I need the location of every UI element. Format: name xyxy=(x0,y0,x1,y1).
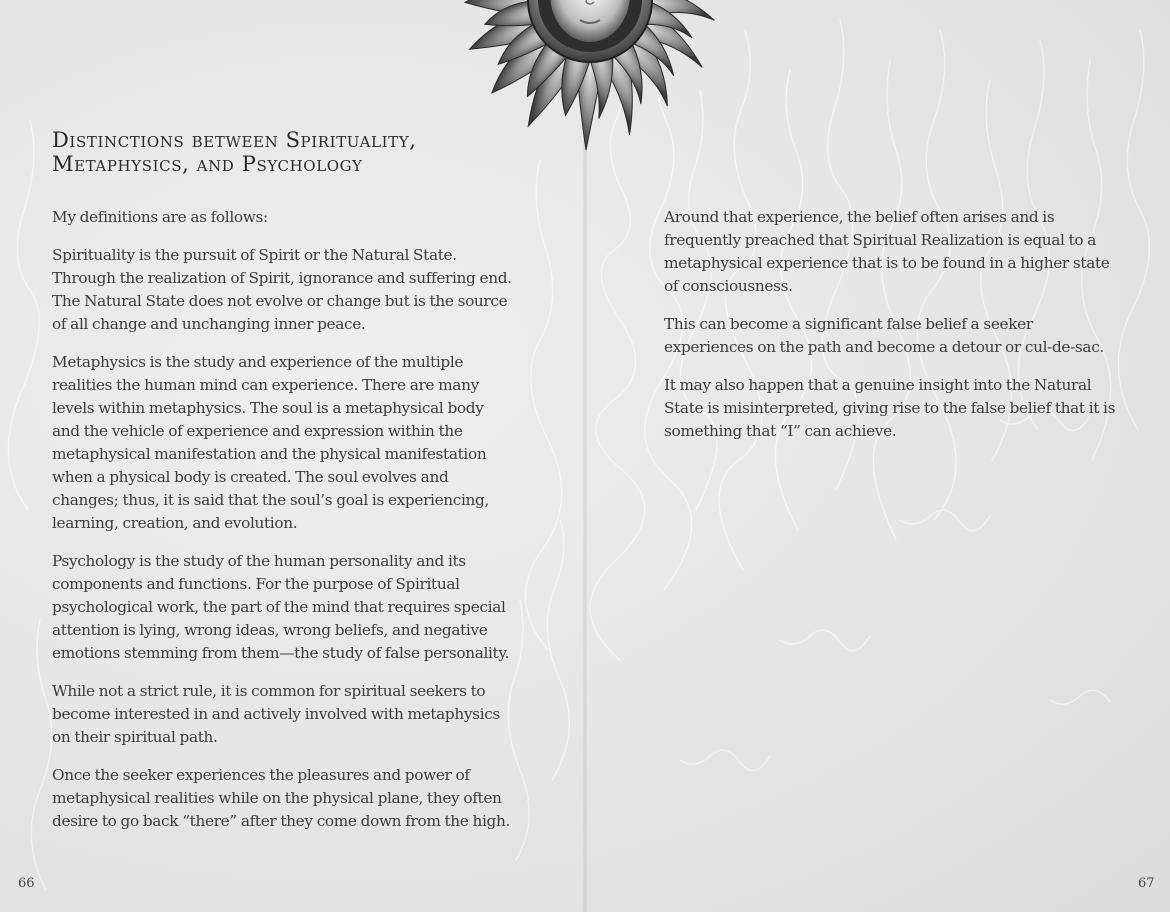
paragraph: While not a strict rule, it is common for spiritual seekers to become interested in and actively involved with metaphysics on their spiritual path. xyxy=(52,682,500,746)
title-line-1: Distinctions between Spirituality, xyxy=(52,128,417,152)
page-number-left: 66 xyxy=(18,876,35,891)
paragraph: My definitions are as follows: xyxy=(52,208,268,226)
paragraph: Spirituality is the pursuit of Spirit or the Natural State. Through the realization of Spirit, ignorance and suffering end. The Natural State does not evolve or change but is the source of all change and unchanging inner peace. xyxy=(52,246,512,333)
page-title xyxy=(52,128,522,176)
paragraph: Once the seeker experiences the pleasures and power of metaphysical realities while on the physical plane, they often desire to go back “there” after they come down from the high. xyxy=(52,766,511,830)
paragraph: It may also happen that a genuine insight into the Natural State is misinterpreted, giving rise to the false belief that it is something that “I” can achieve. xyxy=(664,376,1116,440)
paragraph: Psychology is the study of the human personality and its components and functions. For the purpose of Spiritual psychological work, the part of the mind that requires special attention is lying, wrong ideas, wrong beliefs, and negative emotions stemming from them—the study of false personality. xyxy=(52,552,510,662)
paragraph: Around that experience, the belief often arises and is frequently preached that Spiritual Realization is equal to a metaphysical experience that is to be found in a higher state of consciousness. xyxy=(664,208,1110,295)
right-column xyxy=(664,206,1116,458)
left-column xyxy=(52,206,512,848)
paragraph: This can become a significant false belief a seeker experiences on the path and become a detour or cul-de-sac. xyxy=(664,315,1104,356)
paragraph: Metaphysics is the study and experience of the multiple realities the human mind can experience. There are many levels within metaphysics. The soul is a metaphysical body and the vehicle of experience and expression within the metaphysical manifestation and the physical manifestation when a physical body is created. The soul evolves and changes; thus, it is said that the soul’s goal is experiencing, learning, creation, and evolution. xyxy=(52,353,490,532)
title-line-2: Metaphysics, and Psychology xyxy=(52,152,363,176)
page-number-right: 67 xyxy=(1138,876,1155,891)
